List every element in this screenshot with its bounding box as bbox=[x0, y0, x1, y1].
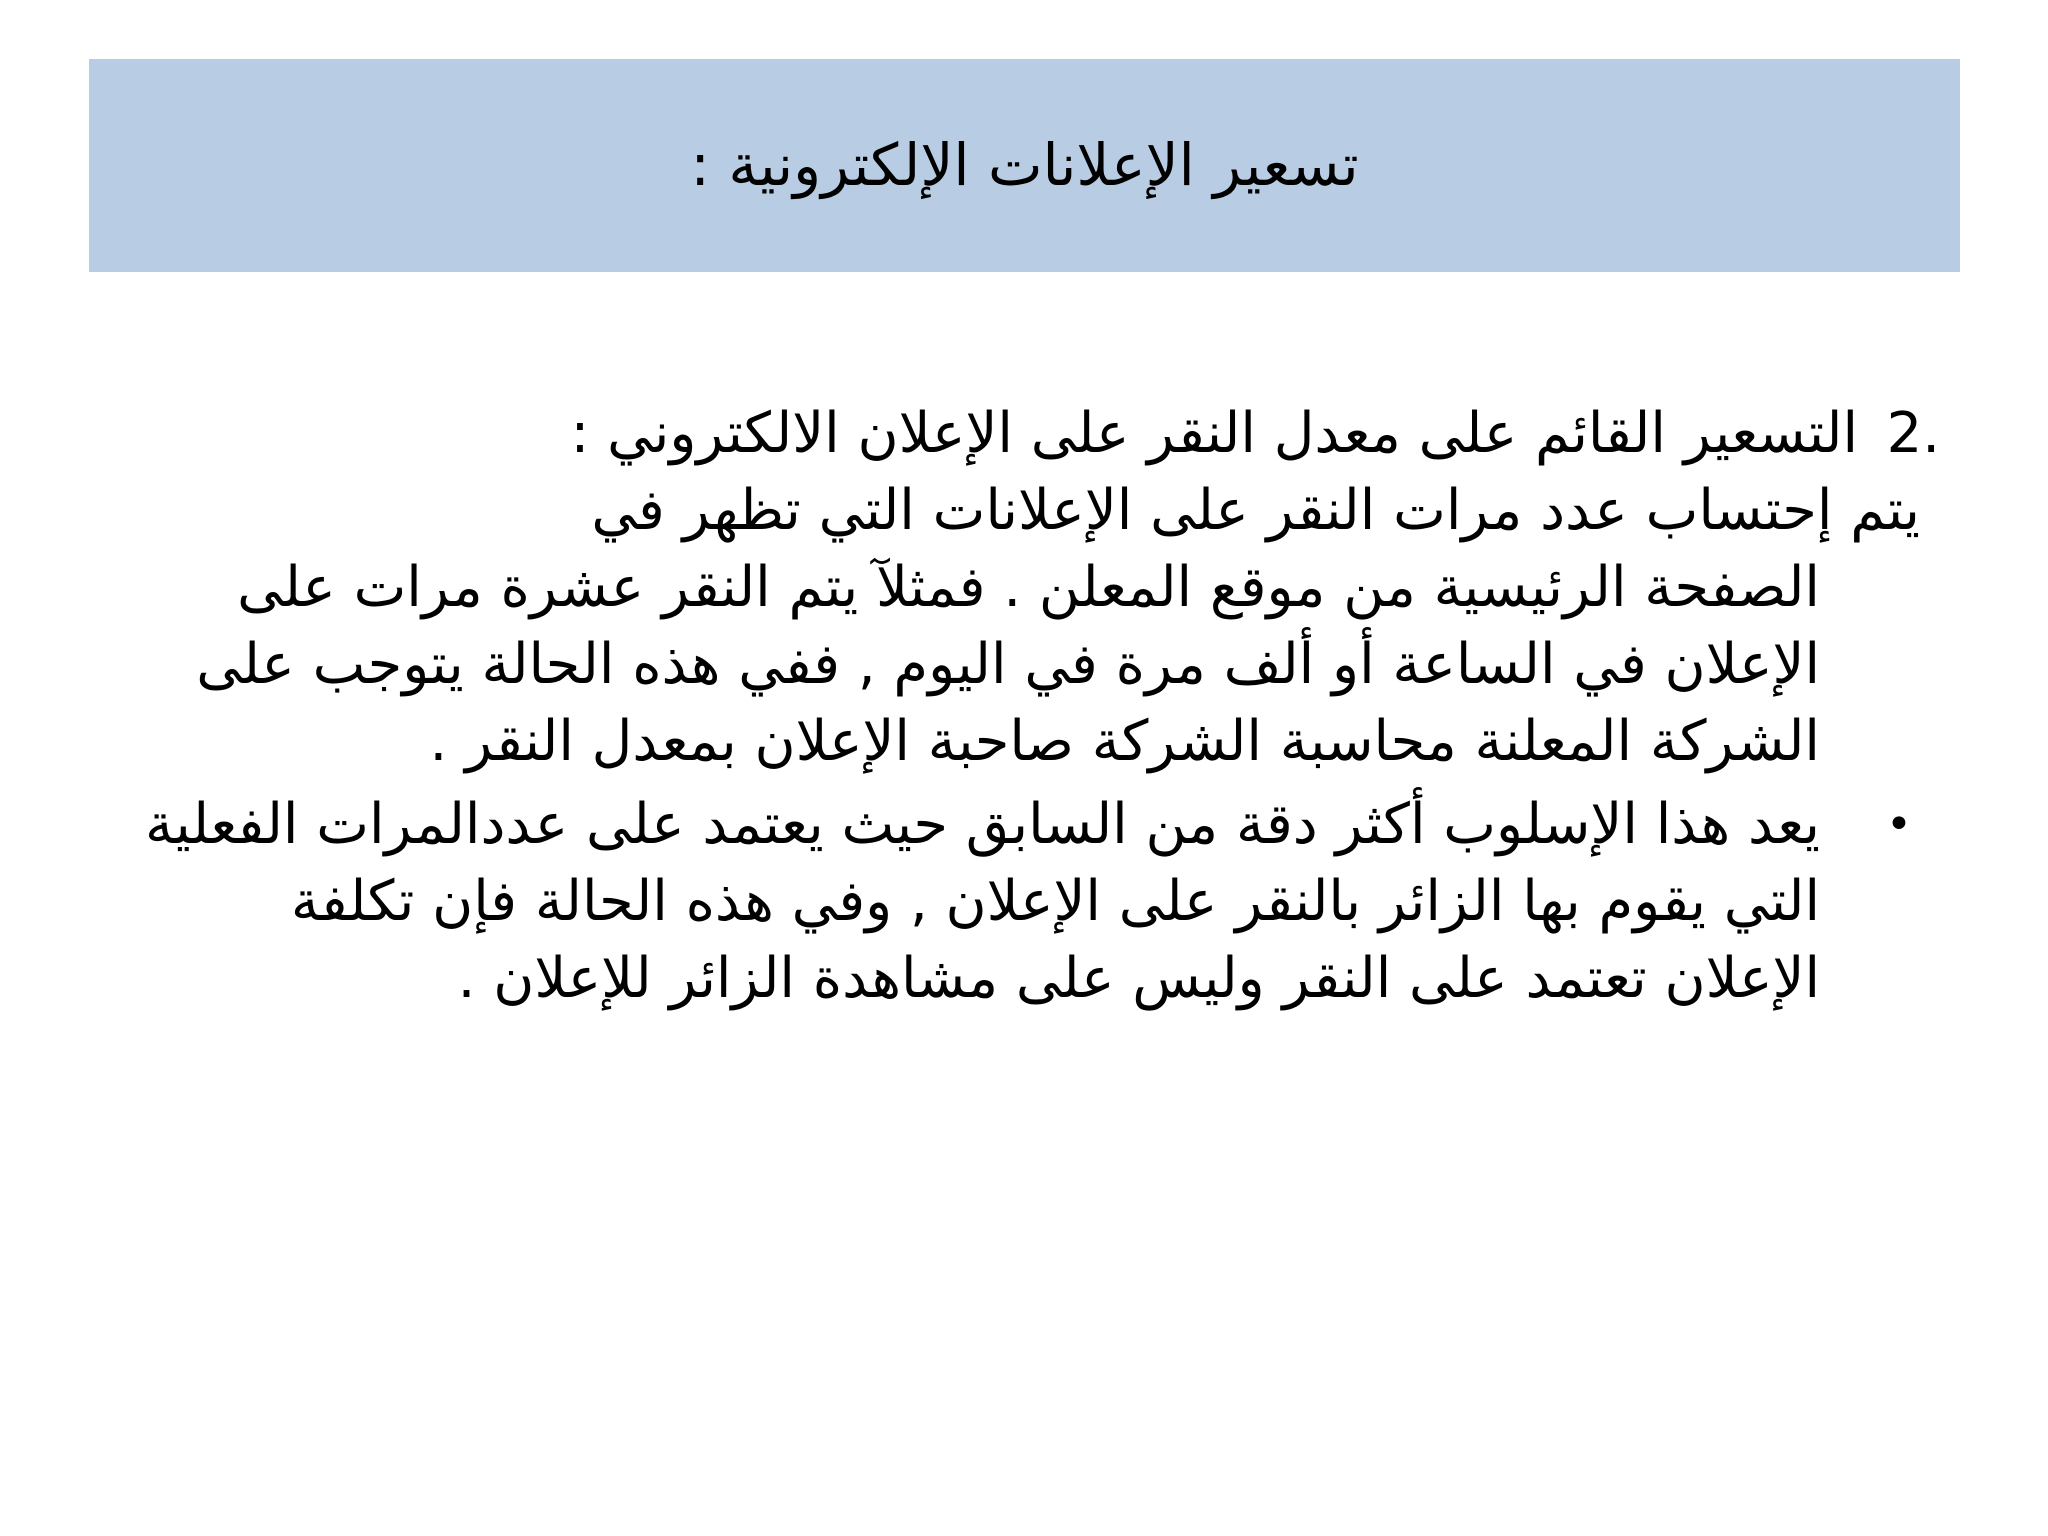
bullet-item bbox=[110, 786, 1940, 1017]
numbered-item-heading-line bbox=[110, 395, 1940, 472]
numbered-item-heading: التسعير القائم على معدل النقر على الإعلان الالكتروني : bbox=[570, 401, 1858, 466]
bullet-item-text: يعد هذا الإسلوب أكثر دقة من السابق حيث يعتمد على عددالمرات الفعلية التي يقوم بها الزائر بالنقر على الإعلان , وفي هذه الحالة فإن تكلفة الإعلان تعتمد على النقر وليس على مشاهدة الزائر للإعلان . bbox=[145, 792, 1820, 1011]
numbered-item-body: الصفحة الرئيسية من موقع المعلن . فمثلآ يتم النقر عشرة مرات على الإعلان في الساعة أو ألف مرة في اليوم , ففي هذه الحالة يتوجب على الشركة المعلنة محاسبة الشركة صاحبة الإعلان بمعدل النقر . bbox=[196, 555, 1820, 774]
slide-title-bar bbox=[89, 59, 1960, 272]
numbered-item-lead: يتم إحتساب عدد مرات النقر على الإعلانات التي تظهر في bbox=[591, 478, 1920, 543]
slide-title: تسعير الإعلانات الإلكترونية : bbox=[690, 130, 1359, 199]
slide-content bbox=[110, 395, 1940, 1017]
bullet-icon: • bbox=[1886, 799, 1912, 850]
numbered-item bbox=[110, 395, 1940, 780]
item-number: 2. bbox=[1886, 401, 1940, 466]
